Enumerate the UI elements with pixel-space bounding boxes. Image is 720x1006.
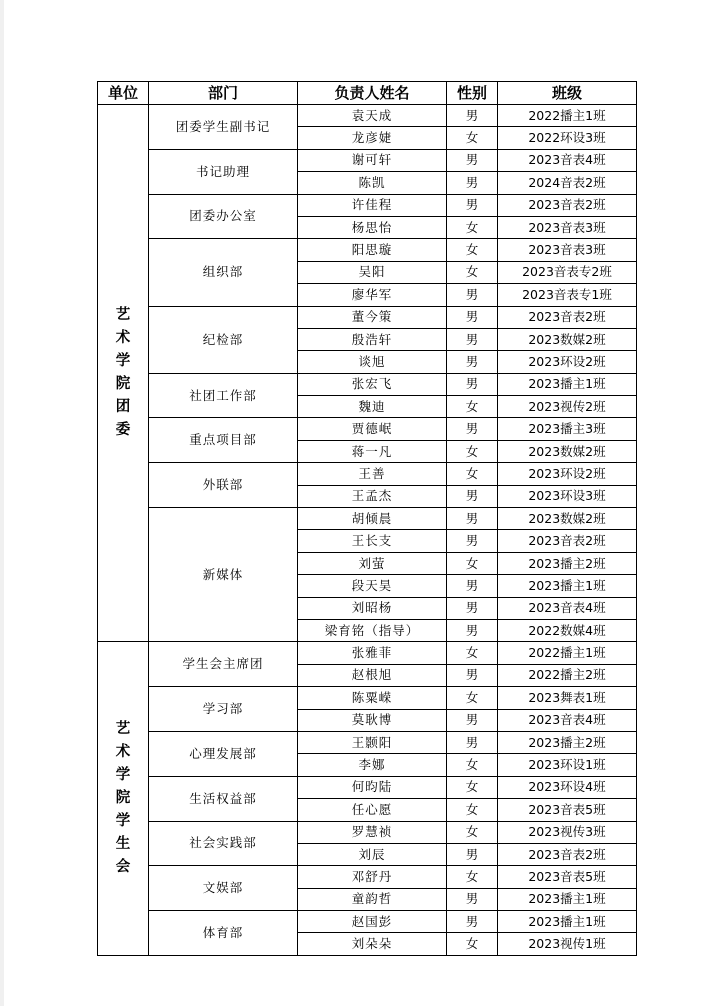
table-row — [98, 731, 637, 753]
class-cell: 2023音表专2班 — [498, 261, 637, 283]
leader-name-cell: 谈旭 — [298, 351, 447, 373]
table-row — [98, 687, 637, 709]
leader-name-cell: 邓舒丹 — [298, 866, 447, 888]
table-row — [98, 306, 637, 328]
header-row — [98, 82, 637, 105]
leader-name-cell: 杨思怡 — [298, 216, 447, 238]
gender-cell: 男 — [447, 351, 498, 373]
roster-table — [97, 81, 637, 956]
gender-cell: 男 — [447, 664, 498, 686]
leader-name-cell: 罗慧祯 — [298, 821, 447, 843]
table-row — [98, 508, 637, 530]
table-row — [98, 418, 637, 440]
table-row — [98, 239, 637, 261]
department-cell: 社团工作部 — [149, 373, 298, 418]
class-cell: 2023数媒2班 — [498, 328, 637, 350]
department-cell: 学习部 — [149, 687, 298, 732]
leader-name-cell: 魏迪 — [298, 396, 447, 418]
leader-name-cell: 龙彦婕 — [298, 127, 447, 149]
table-row — [98, 776, 637, 798]
class-cell: 2024音表2班 — [498, 172, 637, 194]
class-cell: 2023播主2班 — [498, 552, 637, 574]
table-row — [98, 911, 637, 933]
gender-cell: 女 — [447, 754, 498, 776]
gender-cell: 女 — [447, 642, 498, 664]
class-cell: 2023视传2班 — [498, 396, 637, 418]
document-page — [4, 0, 720, 1006]
department-cell: 重点项目部 — [149, 418, 298, 463]
table-row — [98, 373, 637, 395]
class-cell: 2023音表2班 — [498, 843, 637, 865]
leader-name-cell: 莫耿博 — [298, 709, 447, 731]
class-cell: 2023音表4班 — [498, 149, 637, 171]
class-cell: 2022播主2班 — [498, 664, 637, 686]
department-cell: 新媒体 — [149, 508, 298, 642]
class-cell: 2023音表3班 — [498, 239, 637, 261]
class-cell: 2022数媒4班 — [498, 619, 637, 641]
leader-name-cell: 王长支 — [298, 530, 447, 552]
gender-cell: 男 — [447, 306, 498, 328]
class-cell: 2023视传1班 — [498, 933, 637, 955]
header-department: 部门 — [149, 82, 298, 105]
leader-name-cell: 何昀陆 — [298, 776, 447, 798]
leader-name-cell: 梁育铭（指导） — [298, 619, 447, 641]
roster-body — [98, 105, 637, 956]
gender-cell: 男 — [447, 485, 498, 507]
gender-cell: 女 — [447, 776, 498, 798]
leader-name-cell: 殷浩轩 — [298, 328, 447, 350]
class-cell: 2023播主1班 — [498, 888, 637, 910]
header-unit: 单位 — [98, 82, 149, 105]
class-cell: 2023环设4班 — [498, 776, 637, 798]
gender-cell: 女 — [447, 687, 498, 709]
gender-cell: 男 — [447, 284, 498, 306]
table-row — [98, 821, 637, 843]
gender-cell: 男 — [447, 911, 498, 933]
unit-cell — [98, 105, 149, 642]
leader-name-cell: 王孟杰 — [298, 485, 447, 507]
leader-name-cell: 刘萤 — [298, 552, 447, 574]
leader-name-cell: 阳思璇 — [298, 239, 447, 261]
leader-name-cell: 刘昭杨 — [298, 597, 447, 619]
leader-name-cell: 刘朵朵 — [298, 933, 447, 955]
gender-cell: 女 — [447, 440, 498, 462]
leader-name-cell: 贾德岷 — [298, 418, 447, 440]
table-row — [98, 149, 637, 171]
class-cell: 2023环设2班 — [498, 351, 637, 373]
class-cell: 2023音表5班 — [498, 866, 637, 888]
leader-name-cell: 赵国彭 — [298, 911, 447, 933]
gender-cell: 女 — [447, 933, 498, 955]
leader-name-cell: 陈粟嵘 — [298, 687, 447, 709]
gender-cell: 女 — [447, 866, 498, 888]
leader-name-cell: 段天昊 — [298, 575, 447, 597]
gender-cell: 男 — [447, 731, 498, 753]
leader-name-cell: 胡倾晨 — [298, 508, 447, 530]
class-cell: 2023音表4班 — [498, 597, 637, 619]
table-row — [98, 194, 637, 216]
gender-cell: 男 — [447, 149, 498, 171]
class-cell: 2023环设3班 — [498, 485, 637, 507]
class-cell: 2023播主2班 — [498, 731, 637, 753]
class-cell: 2023音表专1班 — [498, 284, 637, 306]
department-cell: 纪检部 — [149, 306, 298, 373]
gender-cell: 女 — [447, 799, 498, 821]
unit-name: 艺术学院学生会 — [115, 721, 131, 876]
gender-cell: 男 — [447, 172, 498, 194]
class-cell: 2022播主1班 — [498, 642, 637, 664]
class-cell: 2023舞表1班 — [498, 687, 637, 709]
leader-name-cell: 张宏飞 — [298, 373, 447, 395]
table-row — [98, 105, 637, 127]
header-gender: 性别 — [447, 82, 498, 105]
gender-cell: 男 — [447, 575, 498, 597]
department-cell: 生活权益部 — [149, 776, 298, 821]
gender-cell: 男 — [447, 508, 498, 530]
class-cell: 2023环设2班 — [498, 463, 637, 485]
leader-name-cell: 袁天成 — [298, 105, 447, 127]
gender-cell: 女 — [447, 239, 498, 261]
class-cell: 2022播主1班 — [498, 105, 637, 127]
unit-name: 艺术学院团委 — [115, 307, 131, 439]
unit-cell — [98, 642, 149, 955]
gender-cell: 男 — [447, 597, 498, 619]
class-cell: 2023视传3班 — [498, 821, 637, 843]
leader-name-cell: 陈凯 — [298, 172, 447, 194]
gender-cell: 女 — [447, 396, 498, 418]
class-cell: 2023音表2班 — [498, 194, 637, 216]
table-row — [98, 866, 637, 888]
gender-cell: 男 — [447, 194, 498, 216]
department-cell: 团委办公室 — [149, 194, 298, 239]
leader-name-cell: 任心愿 — [298, 799, 447, 821]
gender-cell: 男 — [447, 619, 498, 641]
class-cell: 2023音表3班 — [498, 216, 637, 238]
class-cell: 2023播主1班 — [498, 911, 637, 933]
gender-cell: 女 — [447, 463, 498, 485]
gender-cell: 男 — [447, 328, 498, 350]
department-cell: 体育部 — [149, 911, 298, 956]
gender-cell: 女 — [447, 127, 498, 149]
table-row — [98, 642, 637, 664]
gender-cell: 男 — [447, 373, 498, 395]
gender-cell: 女 — [447, 216, 498, 238]
class-cell: 2023音表4班 — [498, 709, 637, 731]
class-cell: 2023音表5班 — [498, 799, 637, 821]
table-row — [98, 463, 637, 485]
gender-cell: 男 — [447, 418, 498, 440]
gender-cell: 男 — [447, 888, 498, 910]
class-cell: 2023数媒2班 — [498, 440, 637, 462]
leader-name-cell: 廖华军 — [298, 284, 447, 306]
class-cell: 2022环设3班 — [498, 127, 637, 149]
leader-name-cell: 王颢阳 — [298, 731, 447, 753]
gender-cell: 男 — [447, 709, 498, 731]
gender-cell: 男 — [447, 843, 498, 865]
leader-name-cell: 许佳程 — [298, 194, 447, 216]
leader-name-cell: 李娜 — [298, 754, 447, 776]
department-cell: 学生会主席团 — [149, 642, 298, 687]
gender-cell: 女 — [447, 261, 498, 283]
department-cell: 心理发展部 — [149, 731, 298, 776]
class-cell: 2023音表2班 — [498, 530, 637, 552]
header-class: 班级 — [498, 82, 637, 105]
class-cell: 2023播主3班 — [498, 418, 637, 440]
department-cell: 组织部 — [149, 239, 298, 306]
leader-name-cell: 童韵哲 — [298, 888, 447, 910]
class-cell: 2023数媒2班 — [498, 508, 637, 530]
leader-name-cell: 谢可轩 — [298, 149, 447, 171]
gender-cell: 女 — [447, 821, 498, 843]
gender-cell: 男 — [447, 530, 498, 552]
gender-cell: 女 — [447, 552, 498, 574]
leader-name-cell: 张雅菲 — [298, 642, 447, 664]
department-cell: 社会实践部 — [149, 821, 298, 866]
department-cell: 文娱部 — [149, 866, 298, 911]
leader-name-cell: 王善 — [298, 463, 447, 485]
department-cell: 外联部 — [149, 463, 298, 508]
leader-name-cell: 吴阳 — [298, 261, 447, 283]
class-cell: 2023播主1班 — [498, 575, 637, 597]
leader-name-cell: 刘辰 — [298, 843, 447, 865]
leader-name-cell: 蒋一凡 — [298, 440, 447, 462]
department-cell: 团委学生副书记 — [149, 105, 298, 150]
class-cell: 2023播主1班 — [498, 373, 637, 395]
department-cell: 书记助理 — [149, 149, 298, 194]
leader-name-cell: 赵根旭 — [298, 664, 447, 686]
class-cell: 2023音表2班 — [498, 306, 637, 328]
gender-cell: 男 — [447, 105, 498, 127]
class-cell: 2023环设1班 — [498, 754, 637, 776]
header-leader-name: 负责人姓名 — [298, 82, 447, 105]
leader-name-cell: 董今策 — [298, 306, 447, 328]
